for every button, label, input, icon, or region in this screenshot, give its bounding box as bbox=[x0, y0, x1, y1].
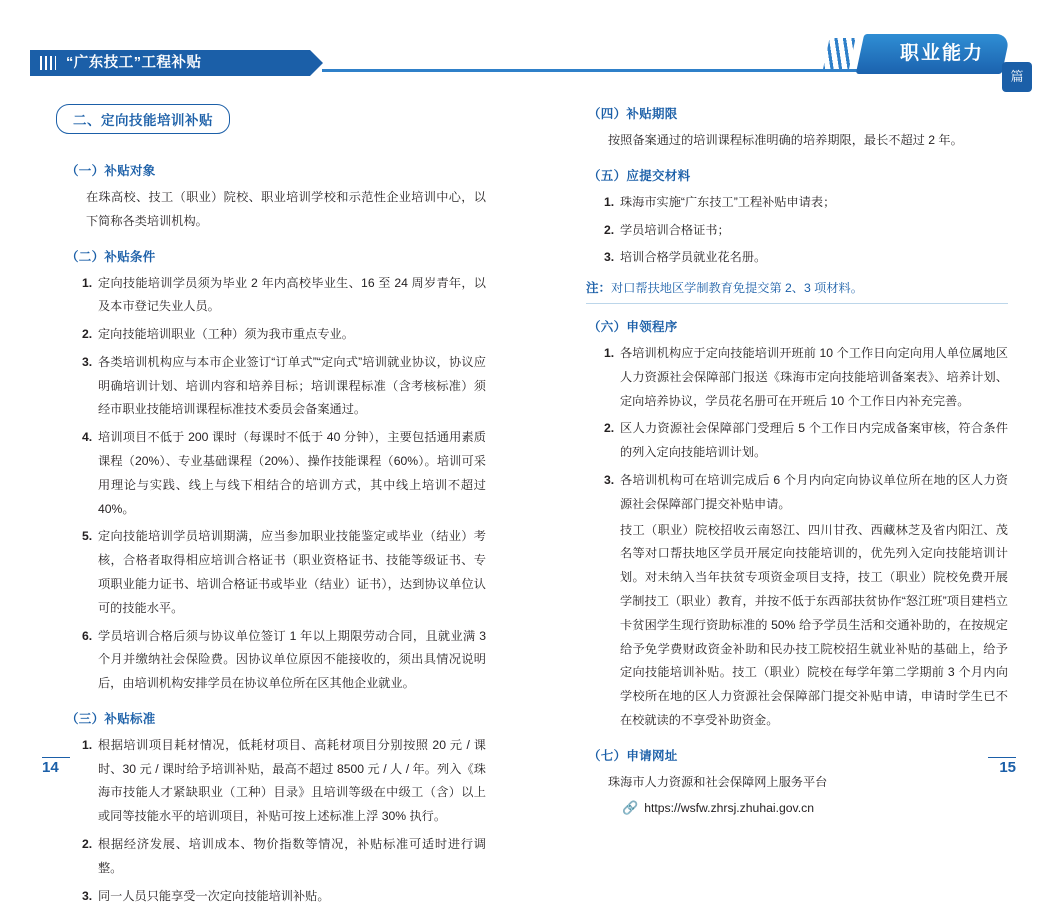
paragraph: 按照备案通过的培训课程标准明确的培养期限，最长不超过 2 年。 bbox=[608, 133, 963, 147]
list-item-text: 各类培训机构应与本市企业签订“订单式”“定向式”培训就业协议，协议应明确培训计划、培训内容和培养目标；培训课程标准（含考核标准）须经市职业技能培训课程标准技术委员会备案通过。 bbox=[98, 354, 486, 417]
list-item-text: 学员培训合格证书； bbox=[620, 222, 730, 237]
website-url[interactable]: https://wsfw.zhrsj.zhuhai.gov.cn bbox=[644, 801, 814, 816]
subsection-heading-5: （五）应提交材料 bbox=[588, 168, 691, 183]
list-item-number: 1. bbox=[604, 346, 615, 361]
header-section-badge: 篇 bbox=[1002, 62, 1032, 92]
subsection-heading-4: （四）补贴期限 bbox=[588, 107, 678, 121]
list-item bbox=[82, 323, 486, 347]
footer-rule-left bbox=[42, 757, 70, 759]
list-item-number: 2. bbox=[604, 421, 615, 436]
list-item-text: 根据培训项目耗材情况，低耗材项目、高耗材项目分别按照 20 元 / 课时、30 元 / 课时给予培训补贴，最高不超过 8500 元 / 人 / 年。列入《珠海市技能人才紧缺职业（工种）目录》且培训等级在中级工（含）以上或同等技能水平的培训项目，补贴可按上述标准上浮 30% 执行。 bbox=[98, 737, 486, 824]
list-item-text: 各培训机构可在培训完成后 6 个月内向定向协议单位所在地的区人力资源社会保障部门提交补贴申请。 bbox=[620, 473, 1008, 511]
list-item bbox=[82, 351, 486, 422]
website-link-row[interactable] bbox=[622, 800, 1008, 816]
list-item-text: 培训项目不低于 200 课时（每课时不低于 40 分钟），主要包括通用素质课程（20%）、专业基础课程（20%）、操作技能课程（60%）。培训可采用理论与实践、线上与线下相结合的培训方式，其中线上培训不超过 40%。 bbox=[98, 430, 486, 516]
list-item bbox=[82, 734, 486, 829]
list-item bbox=[604, 417, 1008, 465]
page-number-left: 14 bbox=[42, 759, 59, 776]
header-title: “广东技工”工程补贴 bbox=[66, 55, 202, 71]
list-item-text: 根据经济发展、培训成本、物价指数等情况，补贴标准可适时进行调整。 bbox=[98, 836, 486, 875]
list-item-text: 培训合格学员就业花名册。 bbox=[620, 250, 767, 265]
list-item bbox=[604, 219, 1008, 243]
list-item-number: 3. bbox=[82, 888, 93, 903]
list-item-number: 1. bbox=[604, 194, 615, 209]
list-item-text: 珠海市实施“广东技工”工程补贴申请表； bbox=[620, 194, 836, 209]
right-column bbox=[578, 104, 1008, 816]
list-item-number: 6. bbox=[82, 628, 93, 643]
page-header bbox=[0, 0, 1058, 92]
list-item-text: 同一人员只能享受一次定向技能培训补贴。 bbox=[98, 888, 330, 903]
section-title-pill: 二、定向技能培训补贴 bbox=[56, 104, 230, 134]
subsection-heading-1: （一）补贴对象 bbox=[66, 164, 156, 178]
list-item bbox=[82, 625, 486, 696]
subsection-heading-6: （六）申领程序 bbox=[588, 320, 678, 335]
header-divider-rule bbox=[322, 69, 882, 72]
list-item-text: 定向技能培训学员培训期满，应当参加职业技能鉴定或毕业（结业）考核，合格者取得相应培训合格证书（职业资格证书、技能等级证书、专项职业能力证书、培训合格证书或毕业（结业）证书），达到协议单位认可的技能水平。 bbox=[98, 529, 486, 615]
list-item-number: 5. bbox=[82, 529, 93, 544]
numbered-list bbox=[578, 191, 1008, 270]
list-item bbox=[604, 342, 1008, 413]
page-number-right: 15 bbox=[999, 759, 1016, 776]
list-item-text: 学员培训合格后须与协议单位签订 1 年以上期限劳动合同，且就业满 3 个月并缴纳社会保险费。因协议单位原因不能接收的，须出具情况说明后，由培训机构安排学员在协议单位所在区其他企业就业。 bbox=[98, 628, 486, 691]
note-label: 注： bbox=[586, 281, 612, 296]
subsection-heading-3: （三）补贴标准 bbox=[66, 711, 156, 726]
footer-rule-right bbox=[988, 757, 1016, 759]
numbered-list bbox=[56, 734, 486, 908]
header-right-label: 职业能力 bbox=[899, 43, 984, 64]
list-item bbox=[604, 246, 1008, 270]
list-item-number: 2. bbox=[82, 327, 93, 342]
list-item bbox=[82, 833, 486, 881]
paragraph: 在珠高校、技工（职业）院校、职业培训学校和示范性企业培训中心，以下简称各类培训机构。 bbox=[86, 190, 486, 228]
list-item-number: 3. bbox=[82, 354, 93, 369]
list-item-text: 定向技能培训职业（工种）须为我市重点专业。 bbox=[98, 327, 354, 342]
list-item bbox=[82, 272, 486, 320]
list-item-number: 3. bbox=[604, 473, 615, 488]
list-item-text: 各培训机构应于定向技能培训开班前 10 个工作日向定向用人单位属地区人力资源社会保障部门报送《珠海市定向技能培训备案表》、培养计划、定向培养协议，学员花名册可在开班后 10 个工作日内补充完善。 bbox=[620, 346, 1008, 408]
paragraph: 珠海市人力资源和社会保障网上服务平台 bbox=[608, 774, 828, 789]
numbered-list bbox=[578, 342, 1008, 733]
list-item-number: 4. bbox=[82, 430, 93, 445]
header-stripes-decoration bbox=[40, 56, 56, 70]
note-block bbox=[586, 278, 1008, 304]
left-column bbox=[56, 104, 486, 912]
list-item-text: 区人力资源社会保障部门受理后 5 个工作日内完成备案审核，符合条件的列入定向技能培训计划。 bbox=[620, 421, 1008, 460]
list-item-number: 2. bbox=[82, 836, 93, 851]
list-item-number: 3. bbox=[604, 250, 615, 265]
subsection-heading-2: （二）补贴条件 bbox=[66, 249, 156, 264]
list-item bbox=[82, 885, 486, 909]
list-item-subtext: 技工（职业）院校招收云南怒江、四川甘孜、西藏林芝及省内阳江、茂名等对口帮扶地区学员开展定向技能培训的，优先列入定向技能培训计划。对未纳入当年扶贫专项资金项目支持，技工（职业）院校免费开展学制技工（职业）教育，并按不低于东西部扶贫协作“怒江班”项目建档立卡贫困学生现行资助标准的 50% 给予学员生活和交通补助的，在按规定给予免学费财政资金补助和民办技工院校招生就业补贴的基础上，给予定向技能培训补贴。技工（职业）院校在每学年第二学期前 3 个月内向学校所在地的区人力资源社会保障部门提交补贴申请，申请时学生已不在校就读的不享受补助资金。 bbox=[620, 522, 1008, 727]
list-item-number: 2. bbox=[604, 222, 615, 237]
subsection-heading-7: （七）申请网址 bbox=[588, 748, 678, 763]
link-icon: 🔗 bbox=[622, 800, 639, 816]
list-item-text: 定向技能培训学员须为毕业 2 年内高校毕业生、16 至 24 周岁青年，以及本市登记失业人员。 bbox=[98, 275, 486, 314]
note-text: 对口帮扶地区学制教育免提交第 2、3 项材料。 bbox=[611, 281, 863, 296]
list-item bbox=[82, 525, 486, 620]
header-right-group bbox=[860, 34, 1040, 84]
list-item-number: 1. bbox=[82, 275, 93, 290]
list-item-number: 1. bbox=[82, 737, 93, 752]
list-item bbox=[604, 191, 1008, 215]
list-item bbox=[604, 469, 1008, 733]
list-item bbox=[82, 426, 486, 521]
header-slash-decoration bbox=[822, 38, 855, 72]
numbered-list bbox=[56, 272, 486, 696]
